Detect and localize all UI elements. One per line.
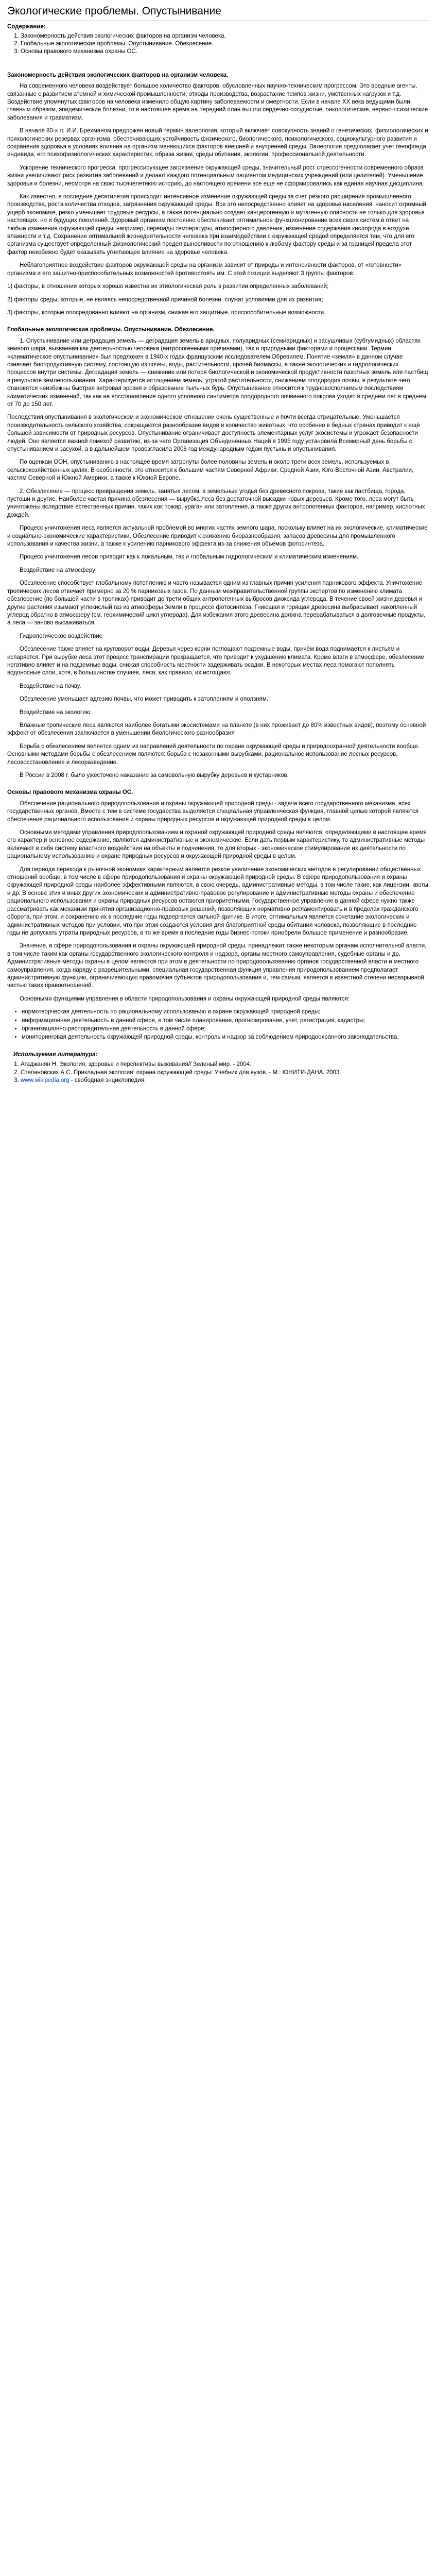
paragraph: Влажные тропические леса являются наиболее богатыми экосистемами на планете (в них проживает до 80% известных видов), поэтому основной эффект от обезлесения заключается в уменьшении биологического разнообразия: [7, 722, 426, 737]
management-functions-list: [7, 1008, 429, 1042]
paragraph: Неблагоприятное воздействие факторов окружающей среды на организм зависит от природы и интенсивности факторов, от «готовности» организма и его защитно-приспособительных возможностей противостоять им. С этой позиции выделяют 3 группы факторов:: [7, 262, 402, 277]
paragraph: Борьба с обезлесением является одним из направлений деятельности по охране окружающей среды и природоохранной деятельности вообще. Основными методами борьбы с обезлесением являются: борьба с незаконными вырубками, рациональное использование лесных ресурсов, лесовосстановление и лесоразведение.: [7, 743, 420, 766]
table-of-contents: [7, 23, 429, 56]
paragraph: Обезлесение уменьшает адгезию почвы, что может приводить к затоплениям и оползням.: [20, 696, 268, 703]
factor-group-item: 2) факторы среды, которые, не являясь непосредственной причиной болезни, служат условиями для их развития;: [7, 296, 323, 303]
section-heading: Глобальные экологические проблемы. Опустынивание. Обезлесение.: [7, 327, 215, 333]
subsection-heading: Воздействие на почву.: [20, 683, 81, 689]
paragraph: Обезлесение также влияет на круговорот воды. Деревья через корни поглощают подземные воды, причём вода поднимается к листьям и испаряется. При вырубке леса этот процесс транспирации прекращается, что приводит к ухудшению климата. Кроме влаги в атмосфере, обезлесение негативно влияет и на подземные воды, снижая способность местности задерживать осадки. В некоторых местах леса помогают пополнять водоносные слои, хотя, в большинстве случаев, леса, как правило, их истощают.: [7, 646, 424, 676]
factor-group-item: 1) факторы, в отношении которых хорошо известна их этиологическая роль в развитии определенных заболеваний;: [7, 283, 329, 290]
literature-item: 2. Степановских А.С. Прикладная экология: охрана окружающей среды: Учебник для вузов. - М.: ЮНИТИ-ДАНА, 2003.: [21, 1069, 429, 1077]
paragraph: Последствия опустынивания в экологическом и экономическом отношении очень существенные и почти всегда отрицательные. Уменьшается производительность сельского хозяйства, сокращаются разнообразие видов и количество животных, что особенно в бедных странах приводит к ещё большей зависимости от природных ресурсов. Опустынивание ограничивает доступность элементарных услуг экосистемы и угрожает безопасности людей. Оно является важной помехой развитию, из-за чего Организация Объединённых Наций в 1995 году установила Всемирный день борьбы с опустыниванием и засухой, а в дальнейшем провозгласила 2006 год международным годом пустынь и опустынивания.: [7, 414, 420, 452]
toc-item: 2. Глобальные экологические проблемы. Опустынивание. Обезлесение.: [21, 40, 429, 48]
factor-group-item: 3) факторы, которые опосредованно влияют на организм, снижая его защитные, приспособительные возможности.: [7, 309, 326, 316]
toc-heading: Содержание:: [7, 24, 46, 30]
paragraph: Значение, в сфере природопользования и охраны окружающей природной среды, принадлежит также некоторым органам исполнительной власти, в том числе таким как органы государственного экологического контроля и надзора, органы местного самоуправления, судебные органы и др. Административные методы охраны в целом являются при этом в деятельности по природопользованию органов государственной власти и местного самоуправления, когда наряду с разрешительными, специальная государственная функция управления природопользованием предполагает административную функцию, ограничивающую правомочия субъектов природопользования и, тем самым, является в известной степени неразрывной частью таких правоотношений.: [7, 943, 427, 989]
toc-item: 1. Закономерность действия экологических факторов на организм человека.: [21, 32, 429, 40]
literature-heading: Используемая литература:: [13, 1051, 98, 1058]
paragraph: Процесс уничтожения лесов приводит как к локальным, так и глобальным гидрологическим и климатическим изменениям.: [20, 554, 359, 561]
list-item: • информационная деятельность в данной сфере, в том числе планирование, прогнозирование, учет, регистрация, кадастры;: [22, 1017, 429, 1025]
paragraph: Основными функциями управления в области природопользования и охраны окружающей природной среды являются:: [20, 995, 350, 1002]
toc-item: 3. Основы правового механизма охраны ОС.: [21, 48, 429, 56]
section-heading: Основы правового механизма охраны ОС.: [7, 789, 133, 796]
paragraph: Обезлесение способствует глобальному потеплению и часто называется одним из главных причин усиления парникового эффекта. Уничтожение тропических лесов отвечает примерно за 20 % парниковых газов. По данным межправительственной группы экспертов по изменению климата обезлесение (по большей части в тропиках) приводит до трети общих антропогенных выбросов диоксида углерода. В течение своей жизни деревья и другие растения изымают углекислый газ из атмосферы Земли в процессе фотосинтеза. Гниющая и горящая древесина выбрасывает накопленный углерод обратно в атмосферу (см. геохимический цикл углерода). Для избежания этого древесина должна перерабатываться в долговечные продукты, а леса — заново высаживаться.: [7, 580, 426, 626]
paragraph: Для периода перехода к рыночной экономике характерным является резкое увеличение экономических методов в регулировании общественных отношений вообще, в том числе в сфере природопользования и охраны окружающей природной среды. В сфере природопользования и охраны окружающей природной среды наиболее эффективными являются, в свою очередь, административные методы, в том числе такие, как лицензии, квоты и др. В основе этих и иных других экономических и административно-правовое регулирование и административные методы охраны и обеспечение рационального использования и охраны природных ресурсов остаются приоритетными. Государственное управление в данной сфере нужно также рассматривать как механизм принятия организационно-правовых решений, позволяющих нормативно регламентировать и в пределах гражданского оборота, при этом, и сохранению их в последние годы подвергается сильной критике. В итоге, оптимальным является сочетание экологических и административных методов при условии, что при этом создаются условия для благоприятной среды обитания человека, позволяющие в последние годы не допускать утраты природных ресурсов, в то же время в последние годы бизнес-потоки приобрели большое применение и разнообразие.: [7, 866, 428, 936]
wikipedia-link[interactable]: www.wikipedia.org: [21, 1077, 69, 1083]
toc-list: [7, 32, 429, 56]
subsection-heading: Воздействие на атмосферу: [20, 567, 95, 573]
literature-item: 3. www.wikipedia.org - свободная энциклопедия.: [21, 1077, 429, 1084]
subsection-heading: Гидрологическое воздействие: [20, 633, 103, 639]
paragraph: 2. Обезлесение — процесс превращения земель, занятых лесом, в земельные угодья без древесного покрова, такие как пастбища, города, пустоши и другие. Наиболее частая причина обезлесения — вырубка леса без достаточной высадки новых деревьев. Кроме того, леса могут быть уничтожены вследствие естественных причин, таких как пожар, ураган или затопление, а также других антропогенных факторов, например, кислотных дождей.: [7, 488, 425, 518]
section-global-problems: [7, 326, 429, 779]
paragraph: Как известно, в последние десятилетия происходит интенсивное изменение окружающей среды за счет резкого расширения промышленного производства, роста количества отходов, загрязнения окружающей среды. Все это непосредственно влияет на здоровье населения, наносит огромный ущерб экономике, резко уменьшает трудовые ресурсы, а также потенциально создает канцерогенную и мутагенную опасность не только для здоровья настоящих, но и будущих поколений. Здоровый организм постоянно обеспечивает оптимальное функционирование всех своих систем в ответ на любые изменения окружающей среды, например, перепады температуры, атмосферного давления, изменение содержания кислорода в воздухе, влажности и т.д. Сохранение оптимальной жизнедеятельности человека при взаимодействии с окружающей средой определяется тем, что для его организма существует определенный физиологический предел выносливости по отношению к любому фактору среды и за границей предела этот фактор неизбежно будет оказывать угнетающее влияние на здоровье человека.: [7, 194, 426, 256]
page-title: Экологические проблемы. Опустынивание: [7, 4, 429, 21]
document-page: [0, 0, 436, 1090]
paragraph: В России в 2008 г. было ужесточено наказание за самовольную вырубку деревьев и кустарников.: [20, 772, 289, 778]
list-item: • организационно-распорядительная деятельность в данной сфере;: [22, 1025, 429, 1033]
paragraph: На современного человека воздействует большое количество факторов, обусловленных научно-техническим прогрессом. Это вредные агенты, связанные с развитием атомной и химической промышленности, отходы производства, возрастание темпов жизни, умственных нагрузок и т.д. Воздействие упомянутых факторов на человека изменило общую картину заболеваемости и смертности. Если в начале XX века ведущими были, главным образом, эпидемические болезни, то в настоящее время на передний план вышли сердечно-сосудистые, онкологические, нервно-психические заболевания и травматизм.: [7, 83, 428, 121]
list-item: • нормотворческая деятельность по рациональному использованию и охране окружающей природной среды;: [22, 1008, 429, 1016]
section-factors: [7, 72, 429, 317]
section-heading: Закономерность действия экологических факторов на организм человека.: [7, 72, 229, 78]
paragraph: 1. Опустынивание или деградация земель — деградация земель в аридных, полуаридных (семиаридных) и засушливых (субгумидных) областях земного шара, вызванная как деятельностью человека (антропогенными причинами), так и природными факторами и процессами. Термин «климатическое опустынивание» был предложен в 1940-х годах французским исследователем Обревилем. Понятие «земля» в данном случае означает биопродуктивную систему, состоящую из почвы, воды, растительности, прочей биомассы, а также экологических и гидрологических процессов внутри системы. Деградация земель — снижение или потеря биологической и экономической продуктивности пахотных земель или пастбищ в результате землепользования. Характеризуется истощением земель, утратой растительности, снижением плодородия почвы, в результате чего становятся неизбежны быстрая ветровая эрозия и образование пыльных бурь. Опустынивание относится к трудновосполнимым последствиям климатических изменений, так как на восстановление одного условного сантиметра плодородного почвенного покрова уходят в среднем лет в среднем от 70 до 150 лет.: [7, 337, 428, 408]
paragraph: Ускорение технического прогресса, прогрессирующее загрязнение окружающей среды, значительный рост стрессогенности современного образа жизни увеличивают риск развития заболеваний и делают каждого потенциальным пациентом медицинских учреждений (или целителей). Уменьшение здоровья и болезни, несмотря на свою тысячелетнюю историю, до настоящего времени все еще не сформировались как единая научная дисциплина.: [7, 164, 424, 187]
paragraph: В начале 80-х гг. И.И. Брехманом предложен новый термин валеология, который включает совокупность знаний о генетических, физиологических и психологических резервах организма, обеспечивающих устойчивость физического, биологического, психологического, социокультурного развития и сохранения здоровья в условиях влияния на организм меняющихся факторов внешней и внутренней среды. Валеология предполагает учет генофонда индивида, его психофизиологических характеристик, образа жизни, среды обитания, экологии, профессиональной деятельности.: [7, 128, 428, 158]
section-legal-mechanism: [7, 789, 429, 1041]
paragraph: Основными методами управления природопользованием и охраной окружающей природной среды являются, определяющими в настоящее время его характер и основное содержание, являются административные и экономические. Если дать первым характеристику, то административные методы включают в себя систему властного воздействия на объекты и подчинения, то для вторых - экономическое стимулирование их деятельности по рациональному использованию и охране природных ресурсов и окружающей природной среды в целом.: [7, 829, 427, 860]
paragraph: По оценкам ООН, опустыниванию в настоящее время затронуты более половины земель и около трети всех земель, используемых в сельскохозяйственных целях. В особенности, это относится к большим частям Северной Африки, Средней Азии, Юго-Восточной Азии, Австралии, частям Северной и Южной Америки, а также к Южной Европе.: [7, 459, 414, 482]
subsection-heading: Воздействие на экологию.: [20, 709, 92, 716]
paragraph: Обеспечение рационального природопользования и охраны окружающей природной среды - задача всего государственного механизма, всех государственных органов. Вместе с тем в системе государства выделяется специальная управленческая функция, главной целью которой являются обеспечение рационального использования и охраны природных ресурсов и окружающей природной среды в целом.: [7, 800, 419, 823]
paragraph: Процесс уничтожения леса является актуальной проблемой во многих частях земного шара, поскольку влияет на их экологические, климатические и социально-экономические характеристики. Обезлесение приводит к снижению биоразнообразия, запасов древесины для промышленного использования и качества жизни, а также к усилению парникового эффекта из-за снижения объёмов фотосинтеза.: [7, 525, 428, 548]
literature-item: 1. Агаджанян Н. Экология, здоровье и перспективы выживания// Зеленый мир. - 2004.: [21, 1061, 429, 1069]
list-item: • мониторинговая деятельность окружающей природной среды, контроль и надзор за соблюдением природоохранного законодательства.: [22, 1033, 429, 1041]
literature-section: [7, 1051, 429, 1085]
literature-list: [7, 1061, 429, 1084]
